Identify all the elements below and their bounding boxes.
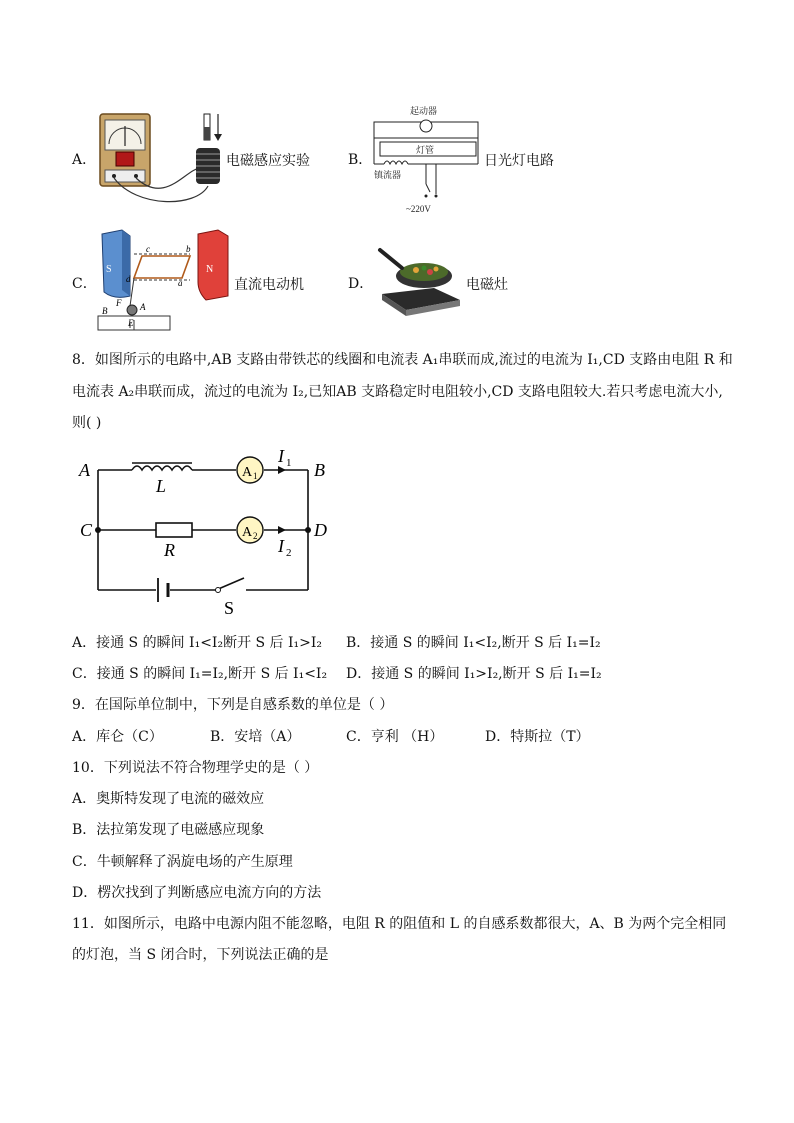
current-i1-label: I [278,448,284,466]
starter-label: 起动器 [410,106,438,116]
q9-stem: 9．在国际单位制中，下列是自感系数的单位是（ ） [72,697,394,713]
option-letter: A． [72,152,97,168]
point-a: a [178,278,183,288]
q10-option-c: C．牛顿解释了涡旋电场的产生原理 [72,854,293,870]
q8-option-a: A．接通 S 的瞬间 I₁<I₂断开 S 后 I₁>I₂ [72,635,323,651]
resistor-label: R [164,540,175,560]
dc-motor-figure [94,226,234,334]
point-d: d [126,274,131,284]
q10-option-a: A．奥斯特发现了电流的磁效应 [72,791,265,807]
tube-label: 灯管 [416,145,435,155]
inductor-label: L [156,476,167,496]
point-b: b [186,244,191,254]
q9-option-d: D．特斯拉（T） [485,729,590,745]
q8-option-b: B．接通 S 的瞬间 I₁<I₂,断开 S 后 I₁=I₂ [346,635,601,651]
option-c-caption: 直流电动机 [234,277,304,293]
q8-option-d: D．接通 S 的瞬间 I₁>I₂,断开 S 后 I₁=I₂ [346,666,602,682]
ammeter-1-subscript: 1 [253,471,258,481]
option-letter: D． [348,276,374,292]
option-d-caption: 电磁灶 [466,277,508,293]
q9-option-a: A．库仑（C） [72,729,163,745]
q11-stem-line1: 11．如图所示，电路中电源内阻不能忽略，电阻 R 的阻值和 L 的自感系数都很大，A、B 为两个完全相同 [72,916,727,932]
q8-stem-line3: 则( ) [72,415,102,431]
node-b: B [314,460,325,480]
option-b-caption: 日光灯电路 [484,153,554,169]
q8-circuit-diagram [76,448,338,620]
ammeter-2-label: A [242,525,253,540]
option-letter: C． [72,276,97,292]
q9-option-c: C．亨利 （H） [346,729,444,745]
point-c: c [146,244,150,254]
q8-option-c: C．接通 S 的瞬间 I₁=I₂,断开 S 后 I₁<I₂ [72,666,328,682]
node-d: D [314,520,327,540]
voltage-label: ~220V [406,204,431,214]
option-a-caption: 电磁感应实验 [226,153,310,169]
induction-cooker-figure [376,244,464,320]
q10-option-b: B．法拉第发现了电磁感应现象 [72,822,265,838]
q8-stem-line1: 8．如图所示的电路中,AB 支路由带铁芯的线圈和电流表 A₁串联而成,流过的电流为 I₁,CD 支路由电阻 R 和 [72,352,733,368]
current-i2-subscript: 2 [286,547,292,559]
q9-option-b: B．安培（A） [210,729,301,745]
option-letter: B． [348,152,373,168]
point-B: B [102,306,108,316]
switch-label: S [224,598,235,618]
galvanometer-coil-figure [96,108,226,208]
node-a: A [79,460,90,480]
q10-option-d: D．楞次找到了判断感应电流方向的方法 [72,885,322,901]
point-A: A [140,302,146,312]
south-pole: S [106,264,112,275]
ammeter-1-label: A [242,465,253,480]
ammeter-2-subscript: 2 [253,531,258,541]
q8-stem-line2: 电流表 A₂串联而成，流过的电流为 I₂,已知AB 支路稳定时电阻较小,CD 支路电阻较大.若只考虑电流大小, [72,384,723,400]
ballast-label: 镇流器 [374,170,402,180]
point-E: E [128,318,134,328]
current-i2-label: I [278,536,284,556]
north-pole: N [206,264,214,275]
point-F: F [116,298,122,308]
q11-stem-line2: 的灯泡，当 S 闭合时，下列说法正确的是 [72,947,329,963]
fluorescent-circuit-figure [370,104,482,216]
q10-stem: 10．下列说法不符合物理学史的是（ ） [72,760,319,776]
current-i1-subscript: 1 [286,457,292,469]
node-c: C [80,520,93,540]
